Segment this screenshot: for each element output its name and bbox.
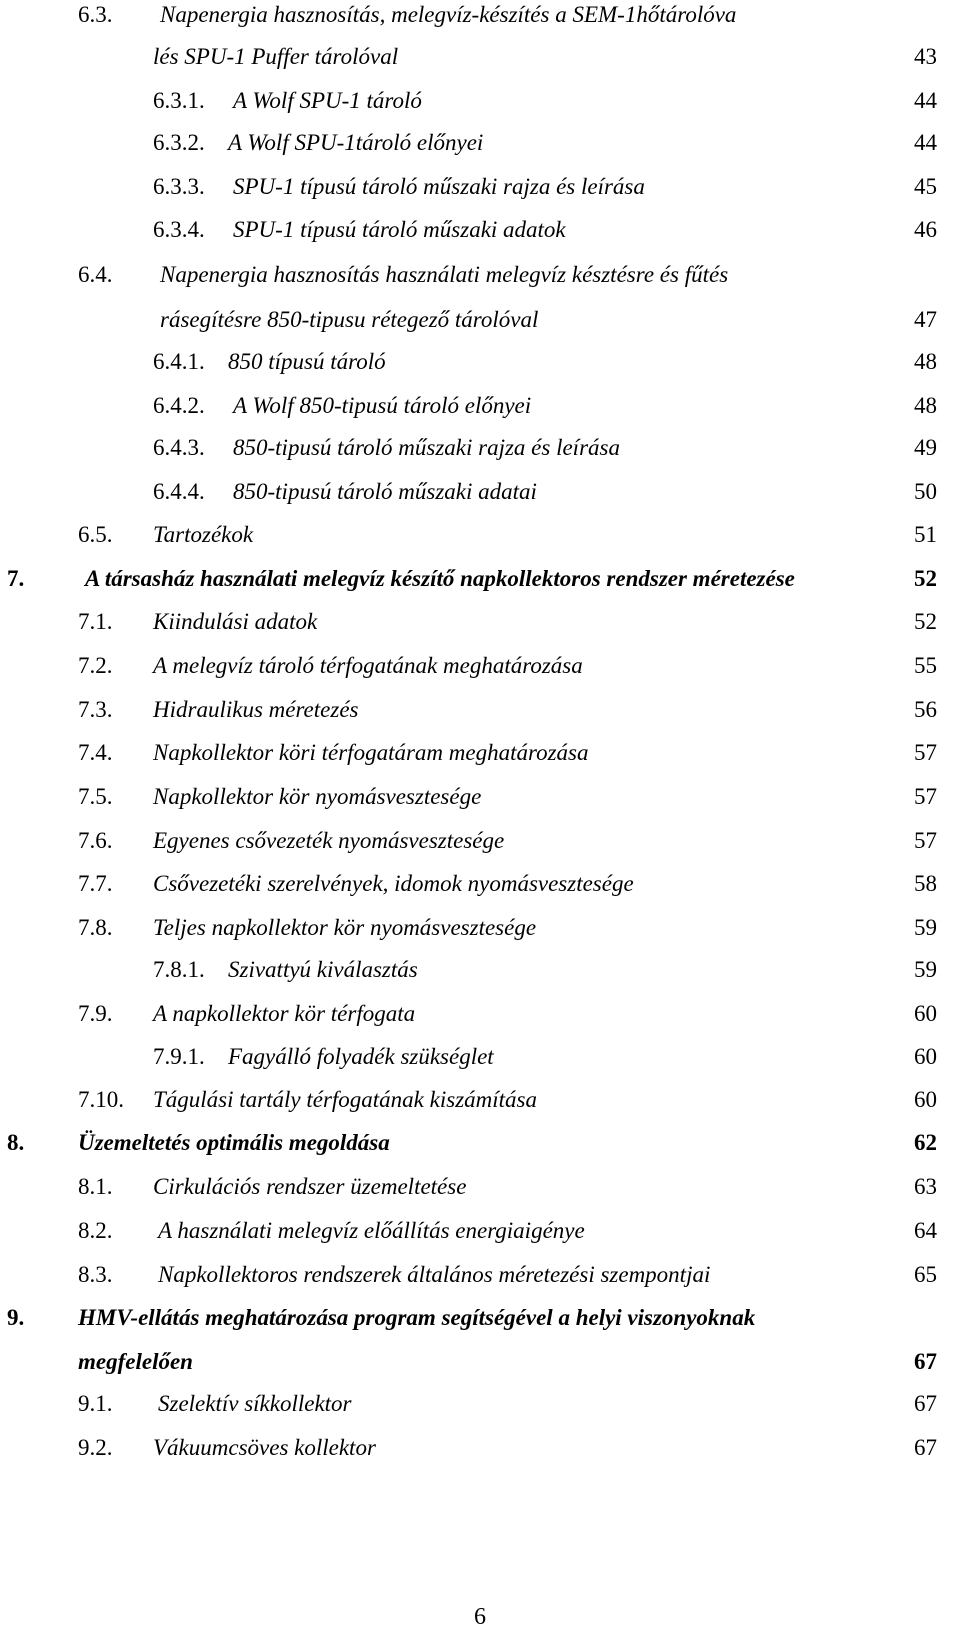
toc-entry-title: A Wolf SPU-1tároló előnyei — [228, 130, 484, 155]
toc-entry-page: 55 — [914, 653, 937, 678]
toc-entry — [0, 1211, 960, 1251]
toc-entry — [0, 428, 960, 468]
toc-entry — [0, 123, 960, 163]
toc-entry-page: 52 — [914, 609, 937, 634]
toc-entry-title: 850 típusú tároló — [228, 349, 386, 374]
toc-entry-page: 60 — [914, 1044, 937, 1069]
toc-entry — [0, 602, 960, 642]
toc-entry-page: 57 — [914, 784, 937, 809]
toc-entry — [0, 342, 960, 382]
toc-entry-page: 56 — [914, 697, 937, 722]
toc-entry-page: 51 — [914, 522, 937, 547]
toc-entry-page: 46 — [914, 217, 937, 242]
toc-entry — [0, 0, 960, 35]
toc-entry — [0, 646, 960, 686]
toc-entry-number: 7.2. — [78, 653, 113, 678]
toc-entry-title: A napkollektor kör térfogata — [153, 1001, 416, 1026]
toc-entry — [0, 733, 960, 773]
toc-entry — [0, 950, 960, 990]
toc-entry-page: 65 — [914, 1262, 937, 1287]
toc-entry-number: 8.2. — [78, 1218, 113, 1243]
toc-entry-page: 63 — [914, 1174, 937, 1199]
toc-entry-page: 47 — [914, 307, 937, 332]
toc-entry-title: Egyenes csővezeték nyomásvesztesége — [153, 828, 505, 853]
toc-entry-number: 6.4.2. — [153, 393, 205, 418]
toc-entry — [0, 300, 960, 340]
toc-entry — [0, 994, 960, 1034]
toc-entry-number: 8. — [7, 1130, 25, 1155]
toc-entry-title: A társasház használati melegvíz készítő napkollektoros rendszer méretezése — [85, 566, 795, 591]
toc-entry-number: 9.1. — [78, 1391, 113, 1416]
toc-entry-number: 6.3.3. — [153, 174, 205, 199]
toc-entry-number: 9.2. — [78, 1435, 113, 1460]
toc-entry-title: Tágulási tartály térfogatának kiszámítása — [153, 1087, 537, 1112]
toc-entry-page: 43 — [914, 44, 937, 69]
toc-entry — [0, 1167, 960, 1207]
toc-entry-number: 6.3. — [78, 2, 113, 27]
toc-entry-page: 59 — [914, 915, 937, 940]
toc-entry-page: 58 — [914, 871, 937, 896]
toc-entry-number: 6.4.3. — [153, 435, 205, 460]
toc-entry — [0, 821, 960, 861]
toc-entry — [0, 559, 960, 599]
toc-entry-number: 7.7. — [78, 871, 113, 896]
toc-entry-page: 44 — [914, 130, 937, 155]
toc-entry-page: 45 — [914, 174, 937, 199]
toc-entry-page: 44 — [914, 88, 937, 113]
toc-entry-page: 59 — [914, 957, 937, 982]
toc-entry — [0, 81, 960, 121]
toc-entry — [0, 1080, 960, 1120]
toc-entry-title: SPU-1 típusú tároló műszaki rajza és leírása — [233, 174, 645, 199]
toc-entry-page: 50 — [914, 479, 937, 504]
toc-entry-title: A Wolf 850-tipusú tároló előnyei — [233, 393, 532, 418]
toc-entry-number: 7.6. — [78, 828, 113, 853]
page-number: 6 — [474, 1604, 486, 1630]
toc-entry — [0, 777, 960, 817]
toc-entry-number: 7.4. — [78, 740, 113, 765]
toc-entry-page: 62 — [914, 1130, 937, 1155]
toc-entry — [0, 1428, 960, 1468]
toc-entry-title: A használati melegvíz előállítás energiaigénye — [158, 1218, 585, 1243]
toc-entry — [0, 515, 960, 555]
toc-entry-number: 7.3. — [78, 697, 113, 722]
toc-entry — [0, 690, 960, 730]
toc-entry — [0, 1123, 960, 1163]
toc-entry-number: 7.8.1. — [153, 957, 205, 982]
toc-entry-page: 48 — [914, 349, 937, 374]
toc-entry-page: 49 — [914, 435, 937, 460]
toc-entry-number: 6.4. — [78, 262, 113, 287]
toc-entry-title: lés SPU-1 Puffer tárolóval — [153, 44, 399, 69]
toc-entry-page: 67 — [914, 1435, 937, 1460]
toc-entry-title: Hidraulikus méretezés — [153, 697, 359, 722]
toc-entry-title: SPU-1 típusú tároló műszaki adatok — [233, 217, 566, 242]
toc-entry-number: 7.1. — [78, 609, 113, 634]
toc-entry-number: 8.3. — [78, 1262, 113, 1287]
toc-entry-page: 57 — [914, 740, 937, 765]
toc-entry-title: Tartozékok — [153, 522, 254, 547]
toc-entry-number: 7.8. — [78, 915, 113, 940]
toc-entry-title: Szivattyú kiválasztás — [228, 957, 418, 982]
toc-entry-title: Napenergia hasznosítás, melegvíz-készítés a SEM-1hőtárolóva — [160, 2, 737, 27]
toc-entry-title: A Wolf SPU-1 tároló — [233, 88, 422, 113]
toc-entry-title: Kiindulási adatok — [153, 609, 318, 634]
toc-entry-title: Üzemeltetés optimális megoldása — [78, 1130, 390, 1155]
toc-entry-number: 7.10. — [78, 1087, 124, 1112]
toc-entry — [0, 37, 960, 77]
toc-entry-number: 7.5. — [78, 784, 113, 809]
toc-entry-number: 7.9. — [78, 1001, 113, 1026]
toc-entry-title: A melegvíz tároló térfogatának meghatározása — [153, 653, 583, 678]
toc-entry-number: 6.4.1. — [153, 349, 205, 374]
toc-entry-page: 60 — [914, 1087, 937, 1112]
toc-entry-title: Csővezetéki szerelvények, idomok nyomásvesztesége — [153, 871, 634, 896]
toc-entry-number: 7. — [7, 566, 25, 591]
toc-entry — [0, 908, 960, 948]
toc-entry-page: 48 — [914, 393, 937, 418]
toc-entry-title: 850-tipusú tároló műszaki rajza és leírása — [233, 435, 620, 460]
toc-entry — [0, 386, 960, 426]
toc-entry-title: HMV-ellátás meghatározása program segítségével a helyi viszonyoknak — [78, 1305, 756, 1330]
toc-entry-title: megfelelően — [78, 1349, 193, 1374]
toc-entry — [0, 167, 960, 207]
toc-entry-title: Napkollektoros rendszerek általános méretezési szempontjai — [158, 1262, 711, 1287]
toc-entry-title: rásegítésre 850-tipusu rétegező tárolóval — [160, 307, 539, 332]
toc-entry-title: Napkollektor köri térfogatáram meghatározása — [153, 740, 589, 765]
toc-entry — [0, 1384, 960, 1424]
toc-entry — [0, 1298, 960, 1338]
toc-entry-number: 7.9.1. — [153, 1044, 205, 1069]
toc-entry — [0, 1342, 960, 1382]
toc-entry-page: 60 — [914, 1001, 937, 1026]
toc-entry-title: Teljes napkollektor kör nyomásvesztesége — [153, 915, 537, 940]
toc-entry — [0, 210, 960, 250]
toc-entry-number: 8.1. — [78, 1174, 113, 1199]
toc-entry-page: 64 — [914, 1218, 937, 1243]
toc-entry-page: 67 — [914, 1391, 937, 1416]
toc-entry — [0, 472, 960, 512]
toc-entry — [0, 1255, 960, 1295]
toc-entry-number: 6.4.4. — [153, 479, 205, 504]
toc-entry-page: 67 — [914, 1349, 937, 1374]
toc-entry-number: 6.3.1. — [153, 88, 205, 113]
toc-entry-page: 52 — [914, 566, 937, 591]
toc-entry-title: Napkollektor kör nyomásvesztesége — [153, 784, 482, 809]
toc-entry-title: Vákuumcsöves kollektor — [153, 1435, 376, 1460]
toc-entry-title: Fagyálló folyadék szükséglet — [228, 1044, 494, 1069]
toc-entry-title: Szelektív síkkollektor — [158, 1391, 352, 1416]
toc-entry-number: 6.3.4. — [153, 217, 205, 242]
toc-entry — [0, 255, 960, 295]
toc-entry — [0, 864, 960, 904]
toc-entry-page: 57 — [914, 828, 937, 853]
toc-entry-number: 6.3.2. — [153, 130, 205, 155]
toc-entry-title: 850-tipusú tároló műszaki adatai — [233, 479, 537, 504]
toc-entry-number: 9. — [7, 1305, 25, 1330]
toc-entry-title: Napenergia hasznosítás használati melegvíz késztésre és fűtés — [160, 262, 729, 287]
toc-entry-number: 6.5. — [78, 522, 113, 547]
toc-entry-title: Cirkulációs rendszer üzemeltetése — [153, 1174, 467, 1199]
toc-entry — [0, 1037, 960, 1077]
